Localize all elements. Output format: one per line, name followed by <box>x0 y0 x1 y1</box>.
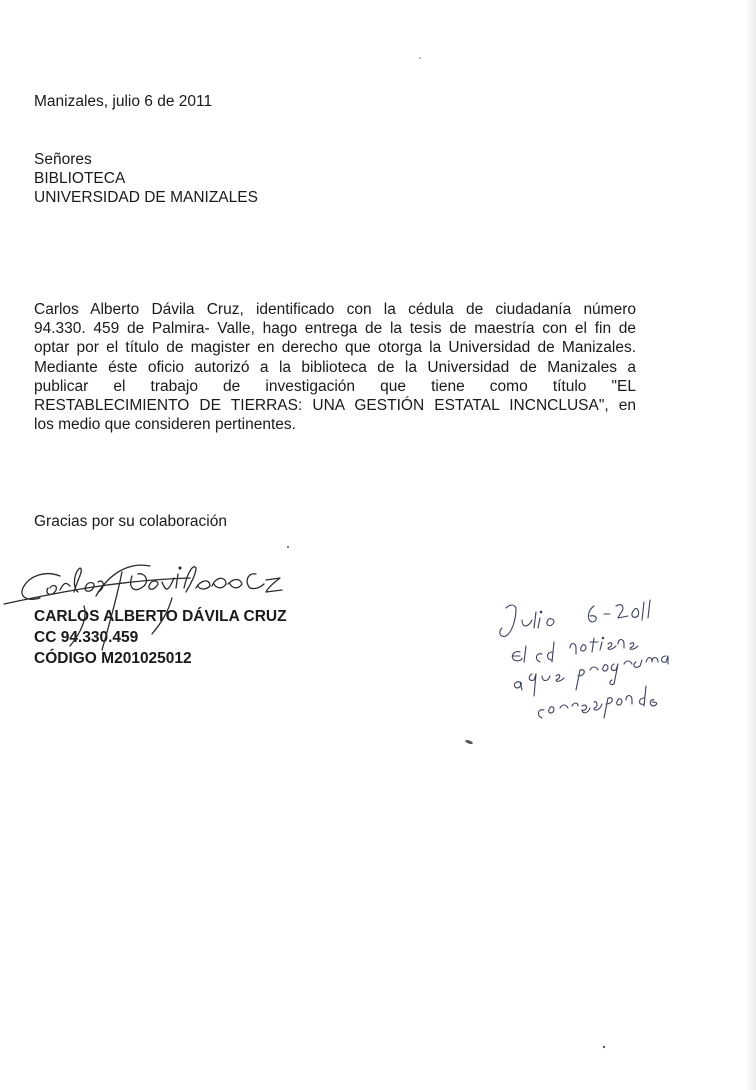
recipient-salutation: Señores <box>34 151 92 168</box>
signer-code: CÓDIGO M201025012 <box>34 650 192 667</box>
letter-date: Manizales, julio 6 de 2011 <box>34 93 213 110</box>
body-line: Carlos Alberto Dávila Cruz, identificado con la cédula de ciudadanía número <box>34 301 636 318</box>
signer-name: CARLOS ALBERTO DÁVILA CRUZ <box>34 608 287 625</box>
recipient-institution: UNIVERSIDAD DE MANIZALES <box>34 189 258 206</box>
body-line: publicar el trabajo de investigación que tiene como título "EL <box>34 377 636 395</box>
body-line: RESTABLECIMIENTO DE TIERRAS: UNA GESTIÓN ESTATAL INCNCLUSA", en <box>34 397 636 415</box>
body-line: los medio que consideren pertinentes. <box>34 416 296 434</box>
letter-closing: Gracias por su colaboración <box>34 513 227 530</box>
scan-edge-shadow <box>746 0 756 1090</box>
handwritten-note <box>490 590 670 740</box>
body-line: Mediante éste oficio autorizó a la biblioteca de la Universidad de Manizales a <box>34 358 636 376</box>
letter-body <box>34 300 636 434</box>
body-line: 94.330. 459 de Palmira- Valle, hago entrega de la tesis de maestría con el fin de <box>34 320 636 338</box>
recipient-department: BIBLIOTECA <box>34 170 126 187</box>
handwritten-signature <box>0 552 320 652</box>
body-line: optar por el título de magister en derecho que otorga la Universidad de Manizales. <box>34 339 636 357</box>
recipient-block <box>34 150 258 207</box>
signer-id: CC 94.330.459 <box>34 629 139 646</box>
